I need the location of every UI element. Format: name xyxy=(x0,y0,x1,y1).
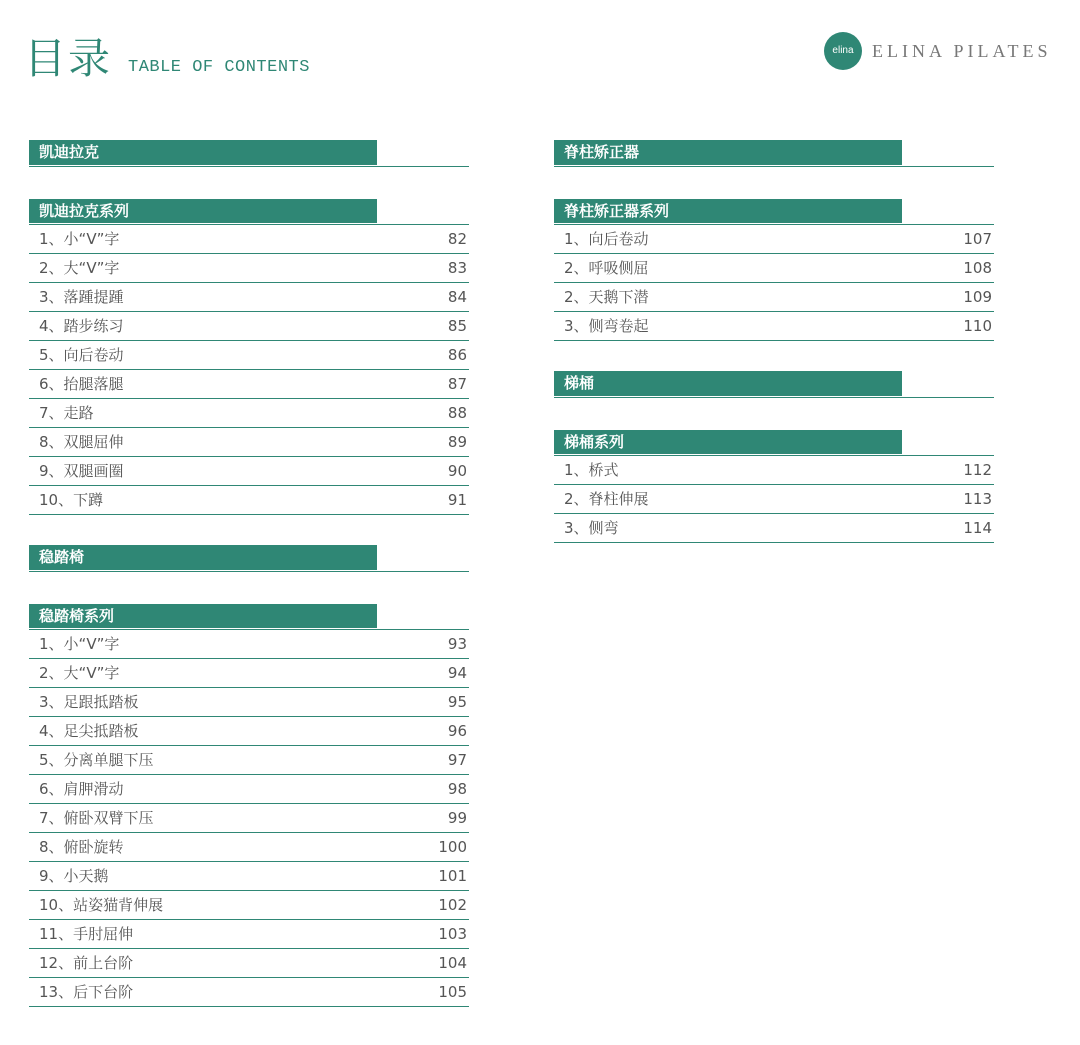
toc-entry-label: 12、前上台阶 xyxy=(39,954,134,972)
toc-entry-label: 2、大“V”字 xyxy=(39,664,120,682)
toc-entry[interactable] xyxy=(29,717,469,746)
category-title: 凯迪拉克 xyxy=(29,140,377,165)
toc-entry-label: 3、侧弯卷起 xyxy=(564,317,649,335)
toc-entry-page-number: 89 xyxy=(447,433,467,451)
toc-entry[interactable] xyxy=(29,833,469,862)
toc-entry-label: 4、足尖抵踏板 xyxy=(39,722,139,740)
toc-entry[interactable] xyxy=(29,659,469,688)
toc-entry-page-number: 113 xyxy=(963,490,992,508)
toc-entry-page-number: 96 xyxy=(447,722,467,740)
toc-entry-label: 11、手肘屈伸 xyxy=(39,925,134,943)
category-title: 脊柱矫正器 xyxy=(554,140,902,165)
toc-entry[interactable] xyxy=(554,514,994,543)
toc-entry[interactable] xyxy=(29,978,469,1007)
category-header xyxy=(554,371,994,398)
toc-section xyxy=(29,140,469,515)
toc-entry-label: 3、足跟抵踏板 xyxy=(39,693,139,711)
toc-entry-label: 9、小天鹅 xyxy=(39,867,109,885)
series-title: 稳踏椅系列 xyxy=(29,604,377,628)
toc-entry[interactable] xyxy=(29,746,469,775)
series-header xyxy=(29,199,469,225)
toc-entry-page-number: 87 xyxy=(447,375,467,393)
toc-entry-page-number: 100 xyxy=(438,838,467,856)
toc-entry-label: 2、呼吸侧屈 xyxy=(564,259,649,277)
toc-entry-label: 9、双腿画圈 xyxy=(39,462,124,480)
toc-entry[interactable] xyxy=(29,370,469,399)
toc-entry-page-number: 94 xyxy=(447,664,467,682)
toc-entry[interactable] xyxy=(554,312,994,341)
toc-entry-page-number: 86 xyxy=(447,346,467,364)
toc-left-column xyxy=(29,140,469,1037)
page-subtitle: TABLE OF CONTENTS xyxy=(128,58,310,77)
toc-entry-label: 2、脊柱伸展 xyxy=(564,490,649,508)
toc-entry-page-number: 88 xyxy=(447,404,467,422)
toc-entry[interactable] xyxy=(554,456,994,485)
toc-entry[interactable] xyxy=(29,862,469,891)
toc-entry-page-number: 91 xyxy=(447,491,467,509)
category-title: 梯桶 xyxy=(554,371,902,396)
toc-entry[interactable] xyxy=(554,225,994,254)
toc-entry-page-number: 82 xyxy=(447,230,467,248)
toc-entry[interactable] xyxy=(554,254,994,283)
series-header xyxy=(29,604,469,630)
toc-entry-page-number: 109 xyxy=(963,288,992,306)
toc-entry-label: 1、小“V”字 xyxy=(39,230,120,248)
toc-entry-label: 5、向后卷动 xyxy=(39,346,124,364)
page-title: 目录 xyxy=(24,34,113,83)
toc-entry[interactable] xyxy=(29,283,469,312)
toc-entry[interactable] xyxy=(29,688,469,717)
logo-mark: elina xyxy=(824,32,862,70)
toc-entry-label: 5、分离单腿下压 xyxy=(39,751,154,769)
toc-entry-page-number: 110 xyxy=(963,317,992,335)
toc-entry-label: 2、大“V”字 xyxy=(39,259,120,277)
toc-entry[interactable] xyxy=(29,804,469,833)
toc-entry-page-number: 83 xyxy=(447,259,467,277)
toc-entry-label: 1、桥式 xyxy=(564,461,619,479)
toc-entry-page-number: 85 xyxy=(447,317,467,335)
toc-entry[interactable] xyxy=(29,428,469,457)
toc-entry[interactable] xyxy=(29,399,469,428)
toc-entry-label: 10、下蹲 xyxy=(39,491,104,509)
toc-entry[interactable] xyxy=(29,630,469,659)
toc-entry-label: 7、走路 xyxy=(39,404,94,422)
toc-entry[interactable] xyxy=(29,254,469,283)
toc-entry-page-number: 84 xyxy=(447,288,467,306)
toc-entry-label: 13、后下台阶 xyxy=(39,983,134,1001)
toc-entry-page-number: 101 xyxy=(438,867,467,885)
toc-entry-page-number: 107 xyxy=(963,230,992,248)
toc-entry[interactable] xyxy=(29,225,469,254)
toc-entry-page-number: 90 xyxy=(447,462,467,480)
toc-entry-label: 8、双腿屈伸 xyxy=(39,433,124,451)
toc-entry-label: 3、落踵提踵 xyxy=(39,288,124,306)
toc-entry-page-number: 103 xyxy=(438,925,467,943)
toc-entry-page-number: 93 xyxy=(447,635,467,653)
toc-entry-page-number: 108 xyxy=(963,259,992,277)
toc-section xyxy=(29,545,469,1007)
toc-entry[interactable] xyxy=(29,891,469,920)
toc-entry[interactable] xyxy=(29,486,469,515)
toc-entry-label: 7、俯卧双臂下压 xyxy=(39,809,154,827)
toc-entry-label: 10、站姿猫背伸展 xyxy=(39,896,164,914)
toc-entry[interactable] xyxy=(29,341,469,370)
toc-entry-page-number: 97 xyxy=(447,751,467,769)
toc-entry-label: 4、踏步练习 xyxy=(39,317,124,335)
toc-entry[interactable] xyxy=(554,485,994,514)
series-header xyxy=(554,430,994,456)
toc-entry-page-number: 102 xyxy=(438,896,467,914)
toc-entry[interactable] xyxy=(554,283,994,312)
logo-text: ELINA PILATES xyxy=(872,41,1052,61)
toc-entry-page-number: 95 xyxy=(447,693,467,711)
toc-entry-page-number: 99 xyxy=(447,809,467,827)
toc-entry-page-number: 112 xyxy=(963,461,992,479)
category-title: 稳踏椅 xyxy=(29,545,377,570)
category-header xyxy=(29,140,469,167)
toc-entry-page-number: 105 xyxy=(438,983,467,1001)
toc-entry-page-number: 98 xyxy=(447,780,467,798)
toc-entry[interactable] xyxy=(29,312,469,341)
series-header xyxy=(554,199,994,225)
toc-entry-label: 3、侧弯 xyxy=(564,519,619,537)
toc-section xyxy=(554,140,994,341)
toc-entry-label: 1、向后卷动 xyxy=(564,230,649,248)
series-title: 梯桶系列 xyxy=(554,430,902,454)
toc-right-column xyxy=(554,140,994,573)
category-header xyxy=(29,545,469,572)
series-title: 凯迪拉克系列 xyxy=(29,199,377,223)
toc-entry-label: 1、小“V”字 xyxy=(39,635,120,653)
toc-entry-label: 6、肩胛滑动 xyxy=(39,780,124,798)
toc-section xyxy=(554,371,994,543)
toc-entry-label: 8、俯卧旋转 xyxy=(39,838,124,856)
toc-entry[interactable] xyxy=(29,949,469,978)
toc-entry-page-number: 114 xyxy=(963,519,992,537)
toc-entry[interactable] xyxy=(29,920,469,949)
toc-entry-label: 2、天鹅下潜 xyxy=(564,288,649,306)
toc-entry[interactable] xyxy=(29,775,469,804)
toc-entry-label: 6、抬腿落腿 xyxy=(39,375,124,393)
series-title: 脊柱矫正器系列 xyxy=(554,199,902,223)
category-header xyxy=(554,140,994,167)
toc-entry-page-number: 104 xyxy=(438,954,467,972)
toc-entry[interactable] xyxy=(29,457,469,486)
